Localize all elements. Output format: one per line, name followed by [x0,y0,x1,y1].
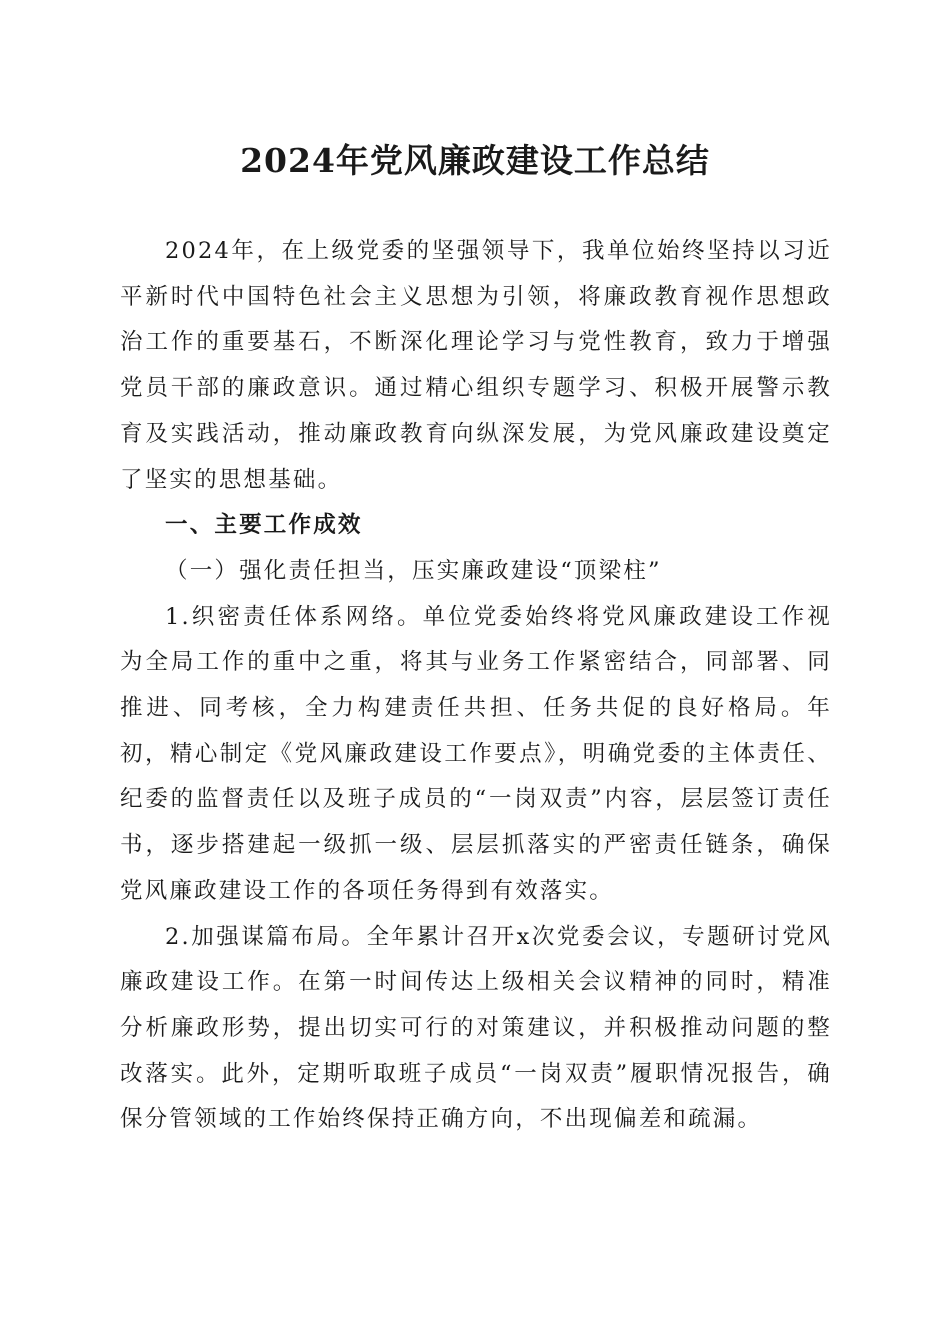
item-paragraph-2: 2.加强谋篇布局。全年累计召开x次党委会议，专题研讨党风廉政建设工作。在第一时间传达上级相关会议精神的同时，精准分析廉政形势，提出切实可行的对策建议，并积极推动问题的整改落实。此外，定期听取班子成员“一岗双责”履职情况报告，确保分管领域的工作始终保持正确方向，不出现偏差和疏漏。 [120,923,832,1133]
item-paragraph-1: 1.织密责任体系网络。单位党委始终将党风廉政建设工作视为全局工作的重中之重，将其与业务工作紧密结合，同部署、同推进、同考核，全力构建责任共担、任务共促的良好格局。年初，精心制定《党风廉政建设工作要点》，明确党委的主体责任、纪委的监督责任以及班子成员的“一岗双责”内容，层层签订责任书，逐步搭建起一级抓一级、层层抓落实的严密责任链条，确保党风廉政建设工作的各项任务得到有效落实。 [120,603,832,904]
document-title: 2024年党风廉政建设工作总结 [240,141,710,180]
intro-paragraph: 2024年，在上级党委的坚强领导下，我单位始终坚持以习近平新时代中国特色社会主义思想为引领，将廉政教育视作思想政治工作的重要基石，不断深化理论学习与党性教育，致力于增强党员干部的廉政意识。通过精心组织专题学习、积极开展警示教育及实践活动，推动廉政教育向纵深发展，为党风廉政建设奠定了坚实的思想基础。 [120,238,832,493]
section-heading: 一、主要工作成效 [165,512,363,539]
document-body [120,229,832,1143]
subsection-heading: （一）强化责任担当，压实廉政建设“顶梁柱” [165,557,662,584]
